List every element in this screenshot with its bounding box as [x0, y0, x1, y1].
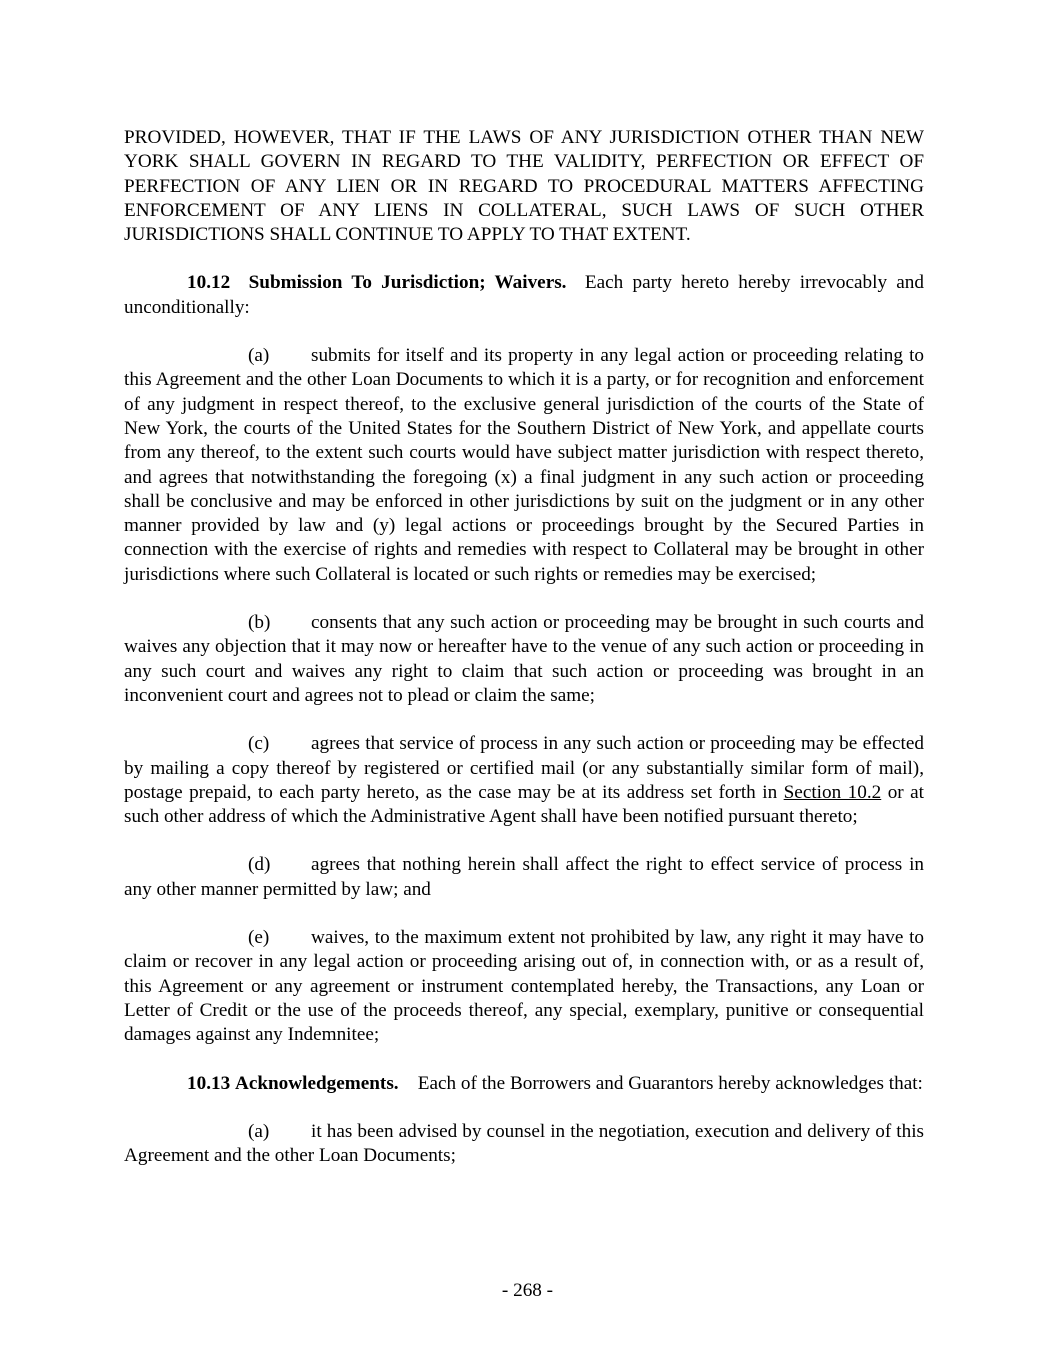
clause-text: consents that any such action or proceeding may be brought in such courts and waives any objection that it may now or hereafter have to the venue of any such action or proceeding in any such court and waives any right to claim that such action or proceeding was brought in an inconvenient court and agrees not to plead or claim the same; — [124, 612, 924, 706]
clause-label: (d) — [248, 854, 271, 876]
clause-label: (a) — [248, 1120, 270, 1142]
section-10-12-title: Submission To Jurisdiction; Waivers. — [248, 272, 567, 294]
clause-label: (b) — [248, 612, 271, 634]
section-10-12-number: 10.12 — [187, 272, 231, 294]
governing-law-paragraph: PROVIDED, HOWEVER, THAT IF THE LAWS OF ANY JURISDICTION OTHER THAN NEW YORK SHALL GOVERN IN REGARD TO THE VALIDITY, PERFECTION OR EFFECT OF PERFECTION OF ANY LIEN OR IN REGARD TO PROCEDURAL MATTERS AFFECTING ENFORCEMENT OF ANY LIENS IN COLLATERAL, SUCH LAWS OF SUCH OTHER JURISDICTIONS SHALL CONTINUE TO APPLY TO THAT EXTENT. — [124, 127, 924, 246]
clause-label: (c) — [248, 733, 270, 755]
clause-label: (a) — [248, 345, 270, 367]
clause-text-before: agrees that service of process in any such action or proceeding may be effected by mailing a copy thereof by registered or certified mail (or any substantially similar form of mail), postage prepaid, to each party hereto, as the case may be at its address set forth in — [124, 733, 924, 803]
clause-text: agrees that nothing herein shall affect the right to effect service of process in any other manner permitted by law; and — [124, 854, 924, 900]
section-10-12-heading-paragraph — [124, 271, 924, 320]
section-10-12-intro: Each party hereto hereby irrevocably and unconditionally: — [124, 272, 924, 318]
clause-10-12-a — [124, 344, 924, 587]
clause-10-12-b — [124, 611, 924, 708]
section-10-13-number: 10.13 — [187, 1072, 231, 1094]
section-10-2-cross-reference[interactable]: Section 10.2 — [783, 781, 882, 803]
clause-text-after: or at such other address of which the Administrative Agent shall have been notified pursuant thereto; — [124, 781, 924, 828]
page-number: - 268 - — [501, 1280, 554, 1301]
clause-text: waives, to the maximum extent not prohibited by law, any right it may have to claim or recover in any legal action or proceeding arising out of, in connection with, or as a result of, this Agreement or any agreement or instrument contemplated hereby, the Transactions, any Loan or Letter of Credit or the use of the proceeds thereof, any special, exemplary, punitive or consequential damages against any Indemnitee; — [124, 927, 924, 1046]
document-page — [124, 126, 924, 1192]
section-10-13-title: Acknowledgements. — [234, 1072, 399, 1094]
clause-10-12-e — [124, 926, 924, 1047]
clause-10-12-c — [124, 732, 924, 829]
section-10-13-intro: Each of the Borrowers and Guarantors hereby acknowledges that: — [417, 1072, 923, 1094]
clause-text: submits for itself and its property in any legal action or proceeding relating to this Agreement and the other Loan Documents to which it is a party, or for recognition and enforcement of any judgment in respect thereof, to the exclusive general jurisdiction of the courts of the State of New York, the courts of the United States for the Southern District of New York, and appellate courts from any thereof, to the extent such courts would have subject matter jurisdiction with respect thereto, and agrees that notwithstanding the foregoing (x) a final judgment in any such action or proceeding shall be conclusive and may be enforced in other jurisdictions by suit on the judgment or in any other manner provided by law and (y) legal actions or proceedings brought by the Secured Parties in connection with the exercise of rights and remedies with respect to Collateral may be brought in other jurisdictions where such Collateral is located or such rights or remedies may be exercised; — [124, 345, 924, 585]
section-10-13-heading-paragraph — [124, 1072, 924, 1096]
clause-10-12-d — [124, 853, 924, 902]
clause-text: it has been advised by counsel in the negotiation, execution and delivery of this Agreement and the other Loan Documents; — [124, 1120, 924, 1167]
clause-10-13-a — [124, 1120, 924, 1169]
clause-label: (e) — [248, 927, 270, 949]
